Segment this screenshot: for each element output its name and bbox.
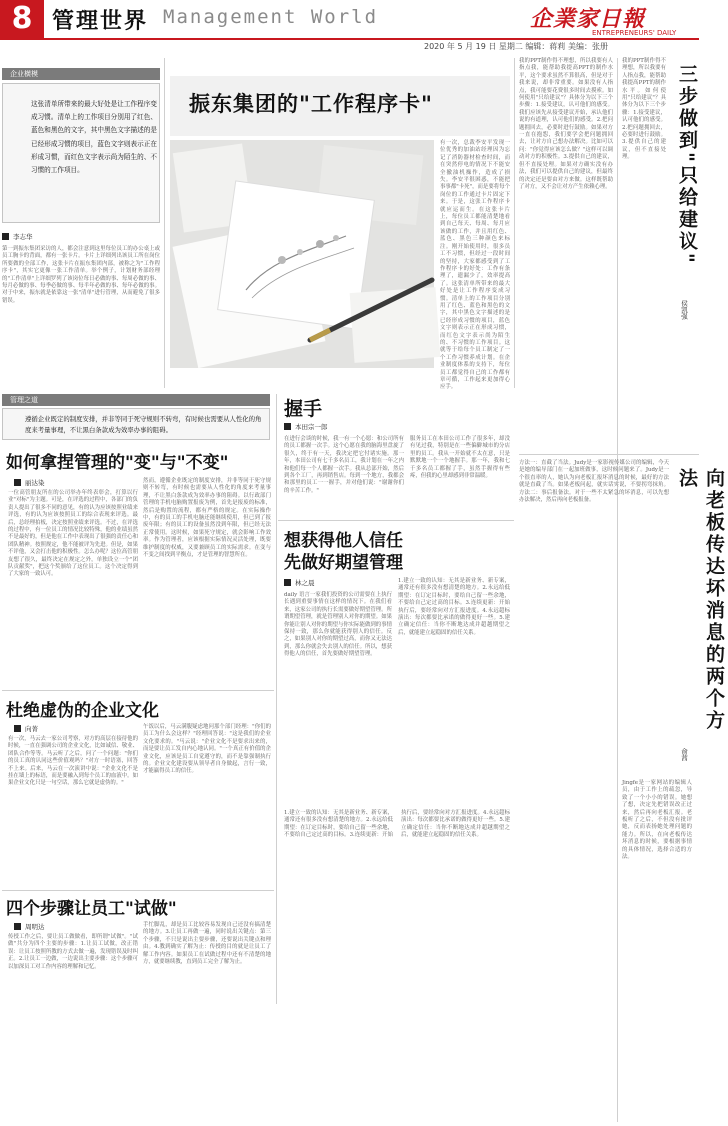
section-tag-management: 管理之道 bbox=[2, 394, 270, 406]
article-trust-continued: 1.建立一致的认知：无其是新业务、新专案，通常还有很多没有想清楚的地方。2.永远给低期望：在订定目标时，要给自己留一些余地，不要给自己定过高的目标。3.连续更新：开始执行后，要经常向对方汇报进度。4.永远超标演出：每次都要比承诺的做得更好一些。5.建立确定信任：当你不断地达成并超越期望之后，就能建立起稳固的信任关系。 bbox=[284, 810, 510, 839]
article-change-author: 丽达染 bbox=[14, 478, 45, 487]
article-shake-author: 本田宗一郎 bbox=[284, 422, 328, 431]
article-steps-col-1: 传授工作之后，要让员工做做看，即所谓"试做"。"试做"共分为四个主要的步骤：1.让员工试做，改正错误：让员工按照所教的方式去做一遍，发现错误及时纠正。2.让员工一边做，一边说出主要步骤：这个步骤可以加深员工对工作内容的理解和记忆。 bbox=[8, 934, 138, 970]
column-divider bbox=[514, 58, 515, 388]
article-culture-author: 向菁 bbox=[14, 724, 38, 733]
feature-col-1: 有一次，总裁李安平发现一位优秀的加油站经理因为忘记了消防器材检查时间，而在突然停电的情况下不能安全撤油机操作，造成了损失。李安平很困惑，不能把事事都"卡死"，而是要将每个岗位的工作通过卡片固定下来。于是，这张工作程序卡就应运而生。在这张卡片上，每位员工都能清楚地看到自己每天、每周、每月应该做的工作，并且用红色、蓝色、黑色三种颜色来标注。刚开始使用时，很多员工不习惯，但经过一段时间的坚持，大家都感受到了工作程序卡的好处：工作有条理了，遗漏少了，效率提高了。这张清单所带来的最大好处是让工作程序变成习惯。清单上的工作项目分别用了红色、蓝色和黑色的文字，其中黑色文字描述的是已经形成习惯的项目，蓝色文字则表示正在形成习惯，而红色文字表示尚为陌生的、不习惯的工作项目。这就等于给每个员工制定了一个工作习惯养成计划。在企业制度体系的支持下，每位员工都觉得自己的工作都有章可循，工作起来更加得心应手。 bbox=[440, 140, 510, 391]
section-title-en: Management World bbox=[163, 6, 379, 28]
page-number: 8 bbox=[0, 0, 44, 38]
section-title: 管理世界 bbox=[52, 9, 149, 34]
article-advice-author: 侯凯强 bbox=[680, 300, 688, 320]
article-trust-author: 林之晨 bbox=[284, 578, 315, 587]
article-change-title: 如何拿捏管理的"变"与"不变" bbox=[6, 453, 229, 473]
boss-col-2: Jingfe是一家网站的编辑人员，由于工作上的疏忽，导致了一个小小的错误。她想了想，决定先把错误改正过来，然后再向老板汇报。老板听了之后，不但没有批评她，反而表扬她处理问题的能力。所以，在向老板传达坏消息的时候，要根据事情的具体情况，选择合适的方法。 bbox=[622, 780, 692, 861]
article-change-col-1: 一位高管朋友所在的公司举办年终表彰会，打算以行业"对标"为主题。可是，在评选的过程中，各部门的负责人提出了很多不同的意见，有的认为应该按照业绩来评选，有的认为应该按照员工的综合表现来评选。最后，总经理拍板，决定按照业绩来评选。不过，在评选的过程中，有一位员工的情况比较特殊，他的业绩虽然不是最好的，但是他在工作中表现出了很强的责任心和团队精神。按照规定，他不能被评为先进。但是，如果不评他，又会打击他的积极性。怎么办呢？这位高管朋友想了很久，最终决定在规定之外，单独设立一个"团队贡献奖"，把这个奖颁给了这位员工。这个决定得到了大家的一致认可。 bbox=[8, 490, 138, 578]
lead-box bbox=[2, 408, 270, 440]
section-rule bbox=[278, 520, 514, 521]
date-line: 2020 年 5 月 19 日 星期二 编辑：蒋莉 美编：张册 bbox=[424, 42, 608, 51]
article-boss-title: 向老板传达坏消息的两个方法 bbox=[676, 468, 725, 732]
article-advice-title: 三步做到"只给建议" bbox=[676, 64, 698, 266]
article-trust-title-2: 先做好期望管理 bbox=[284, 553, 403, 573]
section-rule bbox=[2, 690, 274, 691]
lead-text: 遵循企业既定的制度安排，并非等同于死守规则不转弯，有时候也需要从人性化的角度来考量事理，不让黑白条款成为效率办事的阻碍。 bbox=[25, 415, 262, 434]
feature-photo bbox=[170, 140, 434, 368]
feature-title: 振东集团的"工作程序卡" bbox=[189, 91, 433, 116]
advice-col-2: 我的PPT制作得不理想，所以我要有人指点我，能帮助我提高PPT的制作水平。如何使用"只给建议"？具体分为以下三个步骤：1.接受建议，认可他们的感受。2.把问题拥回去，必要时进行鼓励。3.提供自己的建议，但不直接处理。 bbox=[622, 58, 666, 161]
article-culture-title: 杜绝虚伪的企业文化 bbox=[6, 701, 159, 721]
column-divider bbox=[164, 58, 165, 388]
author-li-zhihua: 李志华 bbox=[2, 232, 33, 241]
article-steps-author: 周明达 bbox=[14, 922, 45, 931]
article-culture-col-1: 有一次，马云去一家公司考察，对方的高层在接待他的时候，一直在强调公司的企业文化，比如诚信、敬业、团队合作等等。马云听了之后，问了一个问题："你们的员工真的认同这些价值观吗？"对方一时语塞，回答不上来。后来，马云在一次演讲中说："企业文化不是挂在墙上的标语，而是要融入到每个员工的血液中。如果企业文化只是一句空话，那么它就是虚伪的。" bbox=[8, 736, 138, 787]
section-rule bbox=[519, 454, 699, 455]
boss-col-1: 方法一：直截了当法。Judy是一家影视传媒公司的编辑，今天是她的编导部门在一起加班做事，这时候问题来了。Judy是一个很直率的人，她认为向老板汇报坏消息的时候，最好的方法就是直截了当。如果老板问起，就实话实说，不要拐弯抹角。方法二：事后报备法。对于一些不太紧急的坏消息，可以先想办法解决，然后再向老板报备。 bbox=[519, 460, 669, 504]
article-shake-title: 握手 bbox=[284, 398, 323, 420]
masthead-rule bbox=[0, 38, 699, 40]
section-tag-enterprise: 企业横模 bbox=[2, 68, 160, 80]
article-trust-col-1: daily 语言一家我们投资的公司需要在上执行长遇到重要事情在这样的情况下。在我们看来，这家公司的执行长需要做好期望管理。所谓期望管理，就是管理别人对你的期望。如果你能让别人对你的期望与你实际能做到的事情保持一致，那么你就能获得别人的信任。反之，如果别人对你的期望过高，而你又无法达到，那么你就会失去别人的信任。所以，想获得他人的信任，首先要做好期望管理。 bbox=[284, 592, 392, 658]
article-shake-col-2: 服务员工在本田公司工作了很多年，却没有见过我，特别是在一些偏僻城市的分店里的员工。我从一开始就不太在意，只是默默地一个一个地握手。那一年，我和七千多名员工都握了手，虽然手握得有些疼，但我的心里却感到非常温暖。 bbox=[410, 436, 510, 480]
sidebar-body: 第一到振东集团采访的人，都会注意到这里每位员工的办公桌上或员工胸卡的背面，都有一张卡片。卡片上详细列出该员工所在岗位所要做的全部工作，这张卡片在振东集团内部，被称之为"工作程序卡"，其实它更像一张工作清单。举个例子，计划财务部经理的"工作清单"上详细罗列了该岗位每日必做的事、每周必做的事、每月必做的事、每季必做的事、每半年必做的事、每年必做的事。对于中来，振东就是依靠这一张"清单"进行管理，从而避免了很多错误。 bbox=[2, 246, 160, 304]
article-trust-title-1: 想获得他人信任 bbox=[284, 531, 403, 551]
summary-box bbox=[2, 83, 160, 223]
advice-col-1: 我的PPT制作得不理想，所以我要有人指点我，能帮助我提高PPT的制作水平，这个要求虽然不算很高，但是对于我来说，却非常重要。如果没有人指点，我可能要花费很多时间去摸索。如何使用"只给建议"？具体分为以下三个步骤：1.接受建议，认可他们的感受。我们应该先从接受建议开始，承认他们说的有道理，认可他们的感受。2.把问题拥回去，必要时进行鼓励。如果对方一直在抱怨，我们要学会把问题拥回去，让对方自己想办法解决。比如可以问："你觉得应该怎么做？"这样可以调动对方的积极性。3.提供自己的建议，但不直接处理。如果对方确实没有办法，我们可以提供自己的建议，但最终的决定还是要由对方来做。这样既帮助了对方，又不会让对方产生依赖心理。 bbox=[519, 58, 613, 190]
article-culture-col-2: 午饭以后，马云满腹疑虑地问那个部门经理："你们的员工为什么会这样？"经理回答说："这是我们的企业文化要求的。"马云说："企业文化不是要求出来的，而是要让员工发自内心地认同。"一个真正有价值的企业文化，应该是员工自觉遵守的，而不是靠强制执行的。企业文化建设要从领导者自身做起，言行一致，才能赢得员工的信任。 bbox=[143, 724, 271, 775]
feature-photo-image bbox=[170, 140, 434, 368]
article-change-col-2: 然而，遵循企业既定的制度安排，并非等同于死守规则不转弯，有时候也需要从人性化的角度来考量事理，不让黑白条款成为效率办事的阻碍。以行政部门管理的手机电脑购置报废为例，首先是报废的标准，然后是购置的流程，都有严格的规定。在实际操作中，有的员工的手机电脑还能继续使用，但已到了报废年限；有的员工的设备虽然没到年限，但已经无法正常使用。这时候，如果死守规定，就会影响工作效率。作为管理者，应该根据实际情况灵活处理，既要维护制度的权威，又要兼顾员工的实际需求。在变与不变之间找到平衡点，才是管理的智慧所在。 bbox=[143, 478, 271, 559]
summary-text: 这张清单所带来的最大好处是让工作程序变成习惯。清单上的工作项目分别用了红色、蓝色和黑色的文字，其中黑色文字描述的是已经形成习惯的项目，蓝色文字则表示正在形成习惯，而红色文字表示尚为陌生的、不习惯的工作项目。 bbox=[31, 100, 157, 175]
column-divider bbox=[276, 394, 277, 1004]
article-steps-col-2: 手忙脚乱，却是员工比较容易发现自己还没有搞清楚的地方。3.让员工再做一遍，同时说出关键点：第三个步骤，不只是说出主要步骤，还要说出关键点和理由。4.教到确实了解为止：传授的目的就是让员工了解工作内容。如果员工在试做过程中还有不清楚的地方，就要继续教，直到员工完全了解为止。 bbox=[143, 922, 271, 966]
article-trust-col-2: 1.建立一致的认知：无其是新业务、新专案，通常还有很多没有想清楚的地方。2.永远给低期望：在订定目标时，要给自己留一些余地，不要给自己定过高的目标。3.连续更新：开始执行后，要经常向对方汇报进度。4.永远超标演出：每次都要比承诺的做得更好一些。5.建立确定信任：当你不断地达成并超越期望之后，就能建立起稳固的信任关系。 bbox=[398, 578, 510, 636]
paper-logo: 企業家日報 bbox=[530, 6, 646, 32]
article-shake-col-1: 在进行会谈的时候，我一有一个心愿：和公司所有的员工都握一次手。这个心愿在我的脑海里盘旋了很久，终于有一天，我决定把它付诸实施。那一年，本田公司有七千多名员工，我计划在一年之内和他们每一个人都握一次手。我从总部开始，然后到各个工厂，再到销售店。每到一个地方，我都会和那里的员工一一握手，并对他们说："谢谢你们的辛苦工作。" bbox=[284, 436, 404, 494]
article-boss-author: 俞茜 bbox=[680, 748, 688, 761]
paper-logo-en: ENTREPRENEURS' DAILY bbox=[592, 29, 677, 37]
article-steps-title: 四个步骤让员工"试做" bbox=[6, 899, 177, 919]
section-rule bbox=[2, 890, 274, 891]
